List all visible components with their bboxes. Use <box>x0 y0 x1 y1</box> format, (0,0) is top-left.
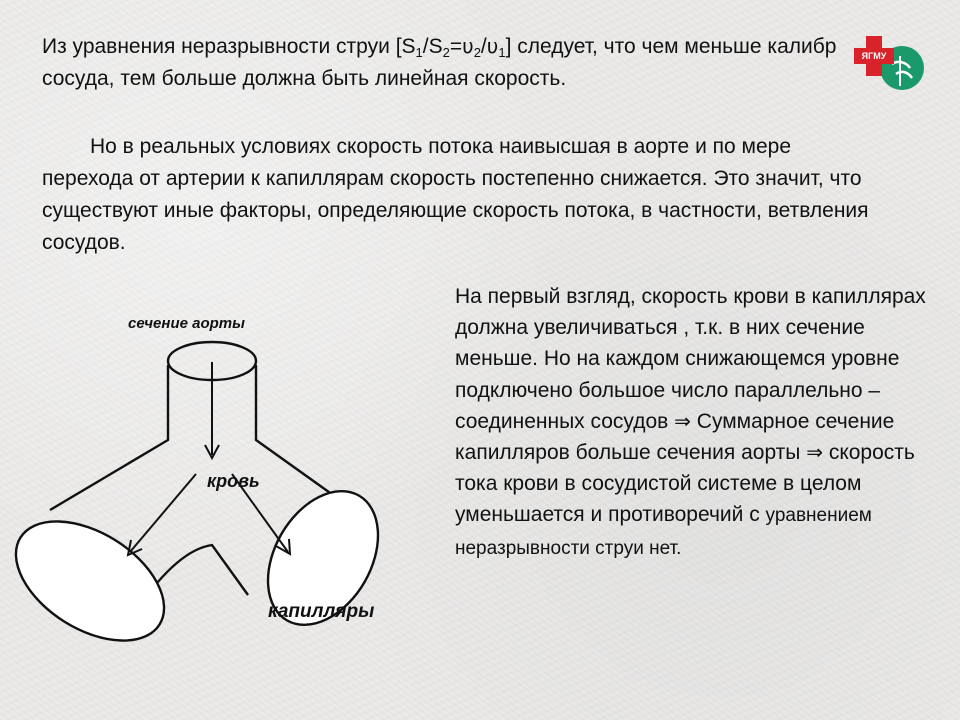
intro-paragraph: Из уравнения неразрывности струи $[S_1/S_2=\upsilon_2/\upsilon_1]$ следует, что чем меньше калибр сосуда, тем больше должна быть линейная скорость. <box>42 34 837 90</box>
blood-label: кровь <box>207 471 260 491</box>
university-logo <box>852 34 928 92</box>
vessel-branching-diagram <box>0 290 440 690</box>
explanation-text: На первый взгляд, скорость крови в капиллярах должна увеличиваться , т.к. в них сечение меньше. Но на каждом снижающемся уровне подключено большое число параллельно – соединенных сосудов ⇒ Суммарное сечение капилляров больше сечения аорты ⇒ скорость тока крови в сосудистой системе в целом уменьшается и противоречий с уравнением неразрывности струи нет. <box>455 285 926 559</box>
left-capillary-section <box>0 497 185 665</box>
implies-arrow-icon: ⇒ <box>806 440 823 465</box>
flow-arrows <box>128 362 290 555</box>
aorta-label: сечение аорты <box>128 315 245 332</box>
capillaries-label: капилляры <box>268 601 375 622</box>
implies-arrow-icon: ⇒ <box>674 408 691 433</box>
reality-paragraph: Но в реальных условиях скорость потока наивысшая в аорте и по мере перехода от артерии к капиллярам скорость постепенно снижается. Это значит, что существуют иные факторы, определяющие скорость потока, в частности, ветвления сосудов. <box>42 135 869 254</box>
logo-text: ЯГМУ <box>861 51 887 61</box>
